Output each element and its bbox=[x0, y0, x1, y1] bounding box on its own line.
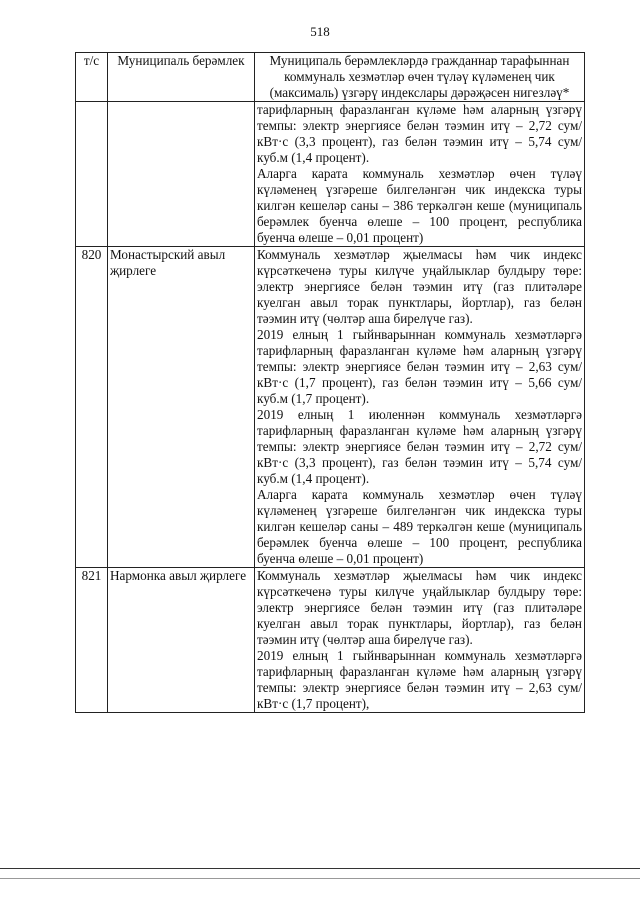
scan-edge-line bbox=[0, 878, 640, 879]
row-description bbox=[255, 102, 585, 247]
row-description bbox=[255, 247, 585, 568]
row-municipality: Нармонка авыл җирлеге bbox=[108, 568, 255, 713]
paragraph: 2019 елның 1 гыйнварыннан коммуналь хезмәтләргә тарифларның фаразланган күләме һәм аларның үзгәрү темпы: электр энергиясе белән тәэмин итү – 2,63 сум/кВт·с (1,7 процент), bbox=[257, 648, 582, 711]
page-number: 518 bbox=[310, 24, 330, 39]
table-row-821 bbox=[76, 568, 585, 713]
paragraph: Аларга карата коммуналь хезмәтләр өчен түләү күләменең үзгәреше билгеләнгән чик индекска туры килгән кешеләр саны – 489 теркәлгән кеше (муниципаль берәмлек буенча өлеше – 100 процент, республика буенча өлеше – 0,01 процент) bbox=[257, 487, 582, 566]
paragraph: Коммуналь хезмәтләр җыелмасы һәм чик индекс күрсәткеченә туры килүче уңайлыклар булдыру төре: электр энергиясе белән тәэмин итү (газ плитәләре куелган авыл торак пунктлары, йортлар), газ белән тәэмин итү (чөлтәр аша бирелүче газ). bbox=[257, 568, 582, 647]
row-municipality: Монастырский авыл җирлеге bbox=[108, 247, 255, 568]
tariff-table bbox=[75, 52, 585, 713]
scan-edge-line bbox=[0, 868, 640, 869]
paragraph: 2019 елның 1 гыйнварыннан коммуналь хезмәтләргә тарифларның фаразланган күләме һәм аларның үзгәрү темпы: электр энергиясе белән тәэмин итү – 2,63 сум/кВт·с (1,7 процент), газ белән тәэмин итү – 5,66 сум/куб.м (1,7 процент). bbox=[257, 327, 582, 406]
paragraph: Аларга карата коммуналь хезмәтләр өчен түләү күләменең үзгәреше билгеләнгән чик индекска туры килгән кешеләр саны – 386 теркәлгән кеше (муниципаль берәмлек буенча өлеше – 100 процент, республика буенча өлеше – 0,01 процент) bbox=[257, 166, 582, 245]
paragraph: Коммуналь хезмәтләр җыелмасы һәм чик индекс күрсәткеченә туры килүче уңайлыклар булдыру төре: электр энергиясе белән тәэмин итү (газ плитәләре куелган авыл торак пунктлары, йортлар), газ белән тәэмин итү (чөлтәр аша бирелүче газ). bbox=[257, 247, 582, 326]
header-description: Муниципаль берәмлекләрдә гражданнар тарафыннан коммуналь хезмәтләр өчен түләү күләменең чик (максималь) үзгәрү индекслары дәрәҗәсен нигезләү* bbox=[255, 53, 585, 102]
header-municipality: Муниципаль берәмлек bbox=[108, 53, 255, 102]
table-header-row bbox=[76, 53, 585, 102]
table-row-820 bbox=[76, 247, 585, 568]
row-description bbox=[255, 568, 585, 713]
header-number: т/с bbox=[76, 53, 108, 102]
row-municipality bbox=[108, 102, 255, 247]
row-number: 820 bbox=[76, 247, 108, 568]
paragraph: тарифларның фаразланган күләме һәм аларның үзгәрү темпы: электр энергиясе белән тәэмин итү – 2,72 сум/кВт·с (3,3 процент), газ белән тәэмин итү – 5,74 сум/куб.м (1,4 процент). bbox=[257, 102, 582, 165]
table-row-continued bbox=[76, 102, 585, 247]
paragraph: 2019 елның 1 июленнән коммуналь хезмәтләргә тарифларның фаразланган күләме һәм аларның үзгәрү темпы: электр энергиясе белән тәэмин итү – 2,72 сум/кВт·с (3,3 процент), газ белән тәэмин итү – 5,74 сум/куб.м (1,4 процент). bbox=[257, 407, 582, 486]
row-number bbox=[76, 102, 108, 247]
row-number: 821 bbox=[76, 568, 108, 713]
